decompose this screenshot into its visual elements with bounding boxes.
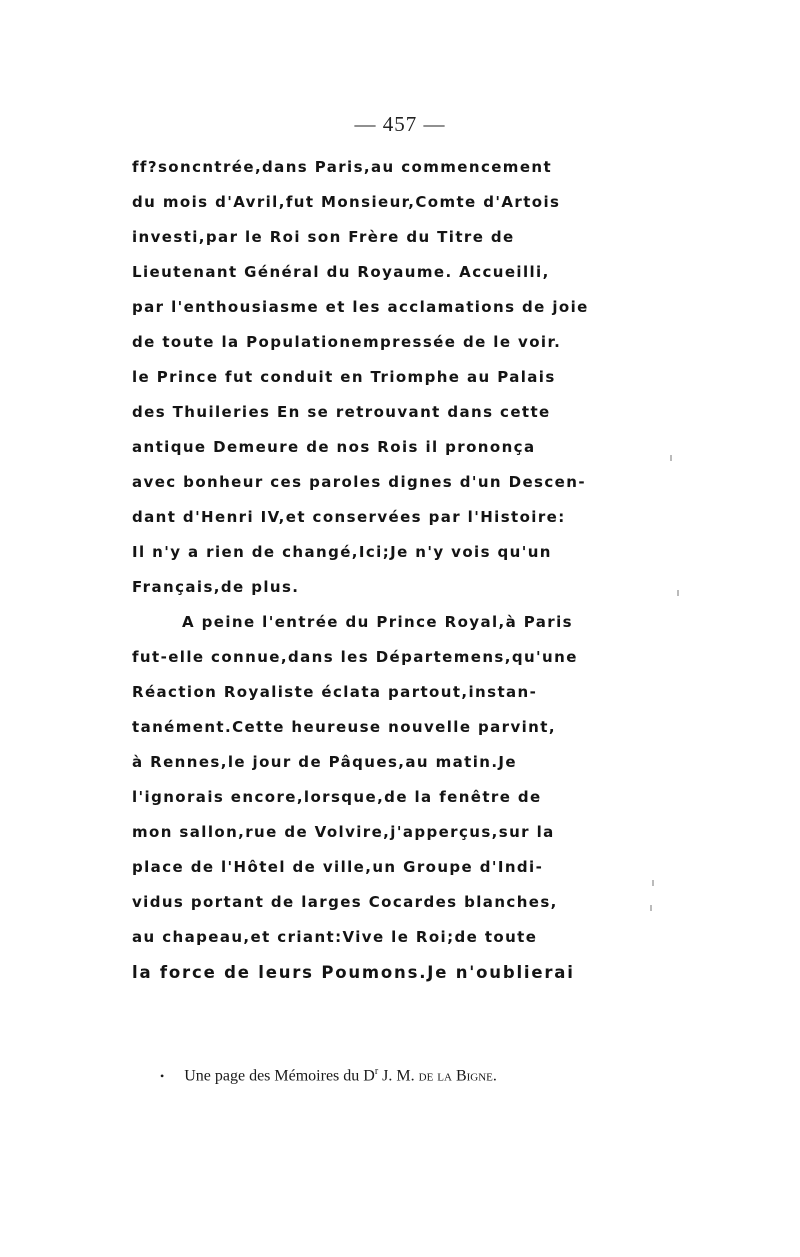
manuscript-line: au chapeau,et criant:Vive le Roi;de toute (132, 928, 538, 946)
manuscript-line: ff?soncntrée,dans Paris,au commencement (132, 158, 553, 176)
manuscript-line: place de l'Hôtel de ville,un Groupe d'Indi- (132, 858, 544, 876)
manuscript-line: par l'enthousiasme et les acclamations de joie (132, 298, 589, 316)
caption-prefix: Une page des Mémoires du D (184, 1067, 375, 1085)
manuscript-line: Français,de plus. (132, 578, 300, 596)
manuscript-line: investi,par le Roi son Frère du Titre de (132, 228, 515, 246)
manuscript-line: des Thuileries En se retrouvant dans cette (132, 403, 551, 421)
manuscript-line: la force de leurs Poumons.Je n'oublierai (132, 963, 575, 982)
margin-speck (670, 455, 672, 461)
manuscript-line: A peine l'entrée du Prince Royal,à Paris (182, 613, 573, 631)
caption-author-name: de la Bigne. (418, 1067, 497, 1085)
margin-speck (677, 590, 679, 596)
manuscript-line: à Rennes,le jour de Pâques,au matin.Je (132, 753, 517, 771)
caption-superscript: r (374, 1066, 379, 1077)
margin-speck (650, 905, 652, 911)
manuscript-line: Il n'y a rien de changé,Ici;Je n'y vois qu'un (132, 543, 552, 561)
manuscript-line: de toute la Populationempressée de le voir. (132, 333, 562, 351)
manuscript-line: le Prince fut conduit en Triomphe au Palais (132, 368, 556, 386)
page-number: — 457 — (354, 112, 446, 136)
manuscript-line: antique Demeure de nos Rois il prononça (132, 438, 536, 456)
manuscript-line: l'ignorais encore,lorsque,de la fenêtre de (132, 788, 542, 806)
page-caption (160, 1066, 640, 1085)
handwritten-manuscript (132, 150, 662, 990)
manuscript-line: mon sallon,rue de Volvire,j'apperçus,sur la (132, 823, 555, 841)
caption-initials: J. M. (382, 1067, 415, 1085)
manuscript-line: tanément.Cette heureuse nouvelle parvint, (132, 718, 556, 736)
manuscript-line: du mois d'Avril,fut Monsieur,Comte d'Artois (132, 193, 561, 211)
manuscript-line: avec bonheur ces paroles dignes d'un Descen- (132, 473, 586, 491)
manuscript-line: Réaction Royaliste éclata partout,instan- (132, 683, 538, 701)
bullet-mark: • (160, 1069, 165, 1084)
manuscript-line: Lieutenant Général du Royaume. Accueilli, (132, 263, 550, 281)
manuscript-line: dant d'Henri IV,et conservées par l'Histoire: (132, 508, 566, 526)
manuscript-line: vidus portant de larges Cocardes blanches, (132, 893, 558, 911)
margin-speck (652, 880, 654, 886)
manuscript-line: fut-elle connue,dans les Départemens,qu'une (132, 648, 578, 666)
